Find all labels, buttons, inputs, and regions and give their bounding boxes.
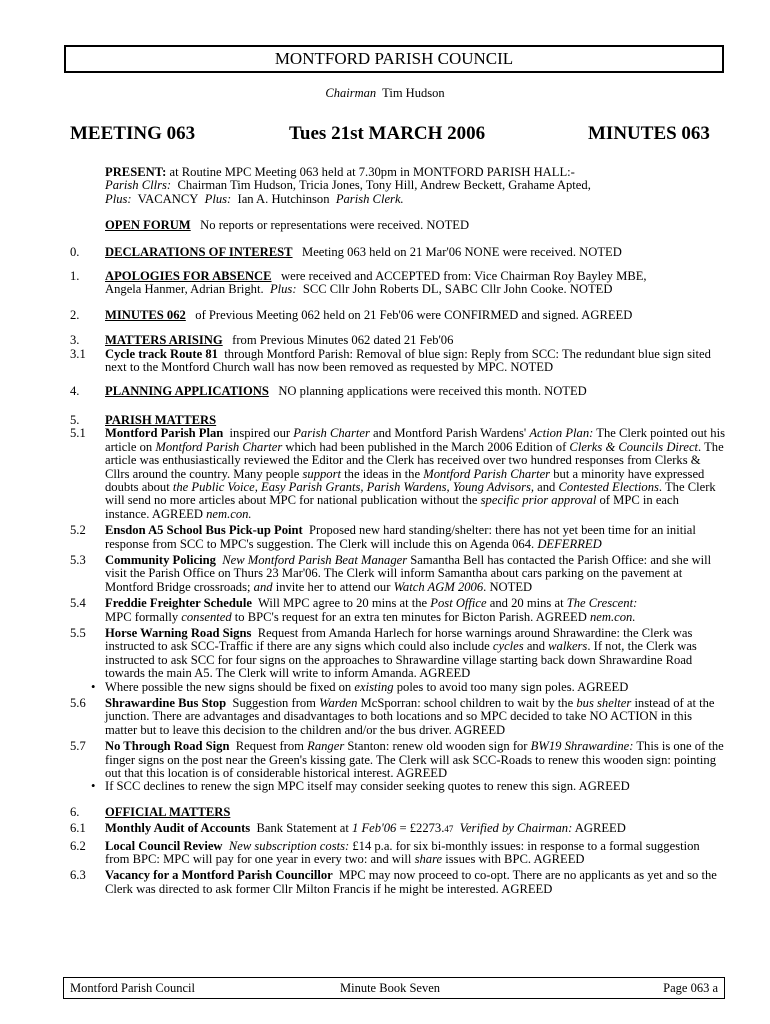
item-number: 3.: [70, 333, 80, 348]
plus-label-2: Plus:: [204, 191, 232, 206]
item-text: through Montford Parish: Removal of blue sign: Reply from SCC: The redundant blue sign sited next to the Montford Church wall has now been removed as requested by MPC. NOTED: [105, 346, 711, 375]
item-5-2: [70, 524, 726, 551]
item-text: and 20 mins at: [489, 596, 564, 611]
bullet-icon: •: [91, 679, 96, 694]
item-2: [70, 309, 726, 322]
item-text: Proposed new hard standing/shelter: there has not yet been time for an initial response from SCC to MPC's suggestion. The Clerk will include this on Agenda 064.: [105, 523, 696, 551]
item-text: issues with BPC. AGREED: [445, 852, 585, 867]
item-italic: bus shelter: [576, 696, 632, 710]
item-text: This is one of the finger signs on the post near the Green's kissing gate. The Clerk will ask SCC-Roads to renew this wooden sign: pointing out that this location is of considerable historical interest. AGREED: [105, 739, 724, 781]
item-italic: Post Office: [430, 596, 487, 611]
item-italic: Warden: [319, 696, 358, 710]
item-text: instead of at the junction. There are advantages and disadvantages to both locations and so MPC decided to take NO ACTION in this matter but to leave this decision to the children and/or the bus driver. AGREED: [105, 696, 715, 737]
item-number: 1.: [70, 269, 80, 284]
item-number: 6.1: [70, 821, 86, 836]
item-text: MPC may now proceed to co-opt. There are no applicants as yet and so the Clerk was directed to ask former Cllr Milton Francis if he might be interested. AGREED: [105, 868, 717, 896]
minutes-number: MINUTES 063: [588, 123, 710, 144]
item-italic: nem.con.: [590, 609, 636, 624]
footer-page: Page 063 a: [663, 981, 718, 995]
item-3-1: [70, 348, 726, 375]
item-number: 6.2: [70, 838, 86, 853]
item-text: and: [537, 479, 556, 494]
item-text: . The Clerk will send no more articles about MPC for national publication without the: [105, 479, 716, 508]
item-title: Vacancy for a Montford Parish Councillor: [105, 868, 333, 883]
item-italic: Verified by Chairman:: [459, 821, 573, 836]
item-text: Where possible the new signs should be fixed on: [105, 679, 352, 694]
item-italic: DEFERRED: [537, 536, 602, 551]
meeting-date: Tues 21st MARCH 2006: [289, 123, 486, 144]
item-text: inspired our: [229, 426, 291, 441]
item-number: 3.1: [70, 346, 86, 361]
item-number: 5.1: [70, 426, 86, 441]
item-text: Meeting 063 held on 21 Mar'06 NONE were received. NOTED: [302, 244, 622, 259]
item-text: If SCC declines to renew the sign MPC itself may consider seeking quotes to renew this sign. AGREED: [105, 779, 630, 794]
item-italic: Parish Charter: [293, 426, 370, 441]
item-text: McSporran: school children to wait by the: [360, 696, 574, 710]
item-number: 5.7: [70, 739, 86, 754]
item-text: the ideas in the: [344, 466, 421, 481]
item-text: NO planning applications were received this month. NOTED: [278, 384, 587, 399]
item-text: Angela Hanmer, Adrian Bright.: [105, 282, 264, 297]
item-text: from Previous Minutes 062 dated 21 Feb'06: [232, 333, 454, 348]
item-number: 5.3: [70, 552, 86, 567]
chairman-line: [0, 86, 770, 101]
item-italic: consented: [181, 609, 232, 624]
item-italic: existing: [354, 679, 394, 694]
item-text: Bank Statement at: [256, 821, 349, 836]
item-italic: Watch AGM 2006: [393, 579, 484, 594]
item-text: . If not, the Clerk was instructed to ask SCC for four signs on the approaches to Shrawardine village starting back down Shrawardine Road towards the main A5. The Clerk will write to inform Amanda. AGREED: [105, 639, 697, 681]
item-italic: Montford Parish Charter: [423, 466, 551, 481]
item-italic: New Montford Parish Beat Manager: [222, 552, 408, 567]
item-number: 5.2: [70, 523, 86, 538]
item-text: which had been published in the March 2006 Edition of: [285, 439, 567, 454]
item-text: £14 p.a. for six bi-monthly issues: in response to a formal suggestion from BPC: MPC will pay for one year in every two: and will: [105, 838, 700, 867]
item-text: AGREED: [574, 821, 626, 836]
item-6: [70, 806, 726, 819]
item-italic: Action Plan:: [529, 426, 594, 441]
item-text: Will MPC agree to 20 mins at the: [258, 596, 428, 611]
present-label: PRESENT:: [105, 165, 167, 179]
item-title: DECLARATIONS OF INTEREST: [105, 244, 293, 259]
minutes-body: [70, 166, 726, 896]
item-italic: BW19 Shrawardine:: [530, 739, 634, 754]
item-title: MATTERS ARISING: [105, 333, 223, 348]
item-text: Request from: [235, 739, 304, 754]
open-forum: [70, 219, 726, 232]
item-title: OFFICIAL MATTERS: [105, 804, 231, 819]
item-text: poles to avoid too many sign poles. AGREED: [396, 679, 629, 694]
item-title: Horse Warning Road Signs: [105, 625, 252, 640]
item-title: Local Council Review: [105, 838, 223, 853]
item-4: [70, 385, 726, 398]
present-text: at Routine MPC Meeting 063 held at 7.30pm in MONTFORD PARISH HALL:-: [169, 165, 575, 179]
item-title: Community Policing: [105, 552, 216, 567]
item-5-7-bullet: [70, 780, 726, 793]
item-text: Stanton: renew old wooden sign for: [347, 739, 528, 754]
item-number: 6.: [70, 804, 80, 819]
item-title: Montford Parish Plan: [105, 426, 224, 441]
item-number: 5.6: [70, 696, 86, 710]
plus-label: Plus:: [269, 282, 297, 297]
item-text: . The article was enthusiastically reviewed the Editor and the Clerk has received over two hundred responses from Clerks & Cllrs around the country. Many people: [105, 439, 724, 481]
item-number: 6.3: [70, 868, 86, 883]
item-italic: 1 Feb'06: [352, 821, 397, 836]
item-title: PLANNING APPLICATIONS: [105, 384, 269, 399]
open-forum-title: OPEN FORUM: [105, 218, 191, 233]
item-number: 5.: [70, 412, 80, 427]
item-title: PARISH MATTERS: [105, 412, 217, 427]
item-italic: New subscription costs:: [228, 838, 350, 853]
item-5-7: [70, 740, 726, 780]
item-text: MPC formally: [105, 609, 179, 624]
item-number: 5.5: [70, 625, 86, 640]
open-forum-text: No reports or representations were received. NOTED: [200, 218, 470, 233]
item-text-small: 47: [444, 824, 454, 835]
item-text: SCC Cllr John Roberts DL, SABC Cllr John Cooke. NOTED: [302, 282, 613, 297]
item-5-5: [70, 627, 726, 681]
item-text: Request from Amanda Harlech for horse warnings around Shrawardine: the Clerk was instructed to ask SCC-Traffic if there are any signs which could also include: [105, 625, 693, 654]
item-text: of MPC in each instance. AGREED: [105, 493, 679, 521]
item-text: = £2273.: [399, 821, 445, 836]
item-text: but a minority have expressed doubts about: [105, 466, 705, 494]
item-text: Samantha Bell has contacted the Parish Office: and she will visit the Parish Office on Thurs 23 Mar'06. The Clerk will inform Samantha about cars parking on the pavement at Montford Bridge crossroads;: [105, 552, 712, 594]
item-1: [70, 270, 726, 297]
plus-label: Plus:: [105, 191, 132, 206]
item-italic: Contested Elections: [558, 479, 659, 494]
item-italic: Ranger: [307, 739, 345, 754]
item-italic: the Public Voice, Easy Parish Grants, Parish Wardens, Young Advisors,: [172, 479, 535, 494]
page-footer: [63, 977, 725, 999]
meeting-number: MEETING 063: [70, 123, 196, 144]
item-italic: cycles: [492, 639, 524, 654]
item-5-4: [70, 597, 726, 624]
item-italic: The Crescent:: [566, 596, 638, 611]
item-title: Cycle track Route 81: [105, 346, 218, 361]
item-title: Shrawardine Bus Stop: [105, 696, 227, 710]
item-6-3: [70, 869, 726, 896]
chairman-name: Tim Hudson: [382, 86, 445, 100]
footer-book: Minute Book Seven: [340, 981, 440, 995]
clerk-name: Ian A. Hutchinson: [237, 191, 330, 206]
item-title: No Through Road Sign: [105, 739, 230, 754]
footer-council: Montford Parish Council: [70, 981, 195, 995]
item-italic: Clerks & Councils Direct: [569, 439, 699, 454]
item-5-5-bullet: [70, 681, 726, 694]
item-6-2: [70, 840, 726, 867]
item-3: [70, 334, 726, 347]
item-text: and Montford Parish Wardens': [373, 426, 527, 441]
item-text: invite her to attend our: [275, 579, 391, 594]
item-number: 4.: [70, 384, 80, 399]
item-italic: Montford Parish Charter: [155, 439, 283, 454]
item-6-1: [70, 822, 726, 836]
vacancy: VACANCY: [137, 191, 199, 206]
item-text: to BPC's request for an extra ten minutes for Bicton Parish. AGREED: [234, 609, 587, 624]
item-5-3: [70, 554, 726, 594]
item-text: were received and ACCEPTED from: Vice Chairman Roy Bayley MBE,: [281, 269, 647, 284]
item-title: Freddie Freighter Schedule: [105, 596, 252, 611]
item-title: Ensdon A5 School Bus Pick-up Point: [105, 523, 303, 538]
item-number: 2.: [70, 307, 80, 322]
item-0: [70, 246, 726, 259]
item-italic: support: [302, 466, 341, 481]
cllrs-list: Chairman Tim Hudson, Tricia Jones, Tony Hill, Andrew Beckett, Grahame Apted,: [177, 178, 591, 193]
item-number: 5.4: [70, 596, 86, 611]
item-text: . NOTED: [483, 579, 533, 594]
item-text: Suggestion from: [232, 696, 316, 710]
item-5: [70, 414, 726, 427]
bullet-icon: •: [91, 779, 96, 794]
item-italic: walkers: [548, 639, 588, 654]
item-text: of Previous Meeting 062 held on 21 Feb'06 were CONFIRMED and signed. AGREED: [195, 307, 633, 322]
item-italic: specific prior approval: [480, 493, 597, 508]
item-title: MINUTES 062: [105, 307, 186, 322]
item-title: Monthly Audit of Accounts: [105, 821, 251, 836]
item-text: and: [526, 639, 545, 654]
present-section: [70, 166, 726, 206]
item-title: APOLOGIES FOR ABSENCE: [105, 269, 272, 284]
chairman-label: Chairman: [325, 86, 377, 100]
cllrs-label: Parish Cllrs:: [105, 178, 172, 193]
item-5-6: [70, 697, 726, 737]
item-italic: nem.con.: [206, 506, 252, 521]
item-text: The Clerk pointed out his article on: [105, 426, 725, 454]
item-italic: share: [414, 852, 443, 867]
council-title: MONTFORD PARISH COUNCIL: [64, 45, 724, 73]
item-5-1: [70, 427, 726, 521]
item-italic: and: [253, 579, 273, 594]
clerk-role: Parish Clerk.: [335, 191, 404, 206]
item-number: 0.: [70, 244, 80, 259]
